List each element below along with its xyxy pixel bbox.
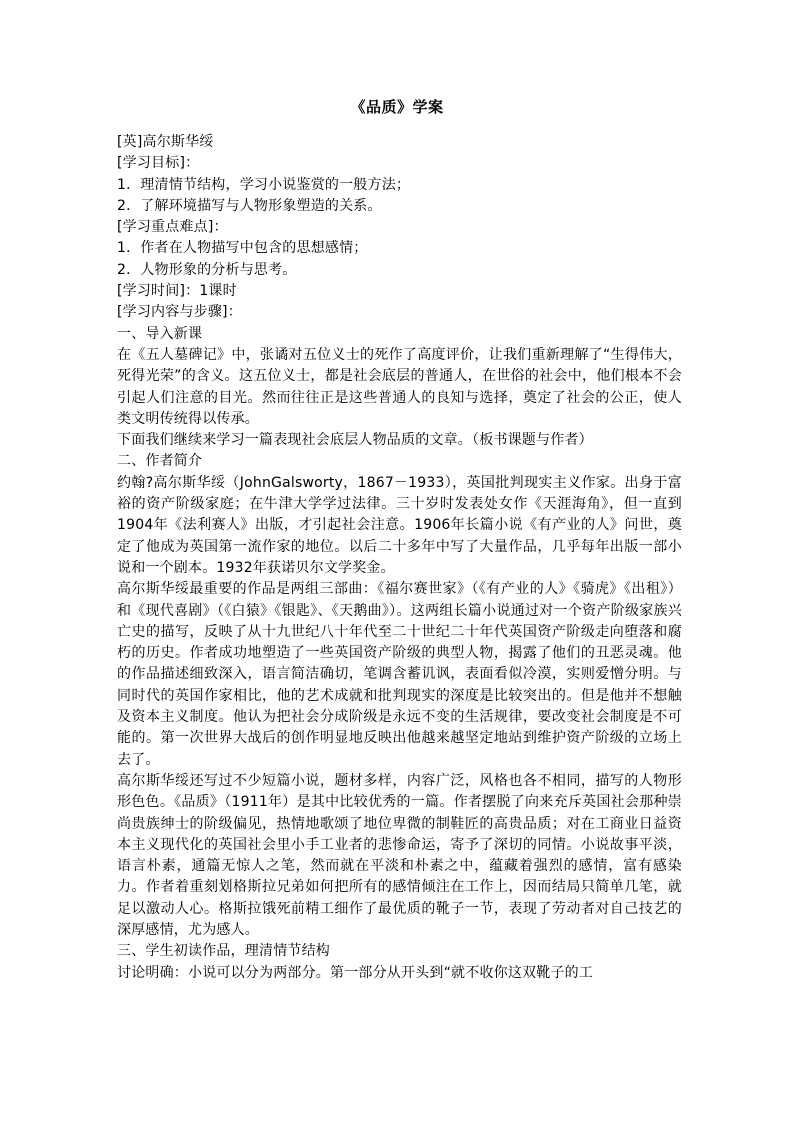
key-points-heading: [学习重点难点]： [117, 219, 228, 236]
study-time-line: [学习时间]：1课时 [117, 283, 237, 300]
discussion-paragraph: 讨论明确：小说可以分为两部分。第一部分从开头到“就不收你这双靴子的工 [117, 964, 594, 981]
section-heading-intro: 一、导入新课 [117, 325, 203, 342]
key-point-item: 1．作者在人物描写中包含的思想感情； [117, 240, 368, 257]
steps-heading: [学习内容与步骤]： [117, 304, 242, 321]
author-line: [英]高尔斯华绥 [117, 134, 214, 150]
goals-heading: [学习目标]： [117, 155, 200, 172]
intro-paragraph: 在《五人墓碑记》中，张谲对五位义士的死作了高度评价，让我们重新理解了“生得伟大，死得光荣”的含义。这五位义士，都是社会底层的普通人，在世俗的社会中，他们根本不会引起人们注意的目光。然而往往正是这些普通人的良知与选择，奠定了社会的公正，使人类文明传统得以传承。 [117, 346, 682, 427]
short-stories-paragraph: 高尔斯华绥还写过不少短篇小说，题材多样，内容广泛，风格也各不相同，描写的人物形形色色。《品质》（1911年）是其中比较优秀的一篇。作者摆脱了向来充斥英国社会那种崇尚贵族绅士的阶级偏见，热情地歌颂了地位卑微的制鞋匠的高贵品质；对在工商业日益资本主义现代化的英国社会里小手工业者的悲惨命运，寄予了深切的同情。小说故事平淡，语言朴素，通篇无惊人之笔，然而就在平淡和朴素之中，蕴藏着强烈的感情，富有感染力。作者着重刻划格斯拉兄弟如何把所有的感情倾注在工作上，因而结局只简单几笔，就足以激动人心。格斯拉饿死前精工细作了最优质的靴子一节，表现了劳动者对自己技艺的深厚感情，尤为感人。 [117, 772, 682, 938]
author-bio-paragraph: 约翰?高尔斯华绥（JohnGalsworty，1867－1933），英国批判现实主义作家。出身于富裕的资产阶级家庭；在牛津大学学过法律。三十岁时发表处女作《天涯海角》，但一直到1904年《法利赛人》出版，才引起社会注意。1906年长篇小说《有产业的人》问世，奠定了他成为英国第一流作家的地位。以后二十多年中写了大量作品，几乎每年出版一部小说和一个剧本。1932年获诺贝尔文学奖金。 [117, 474, 682, 576]
key-point-item: 2．人物形象的分析与思考。 [117, 261, 297, 278]
goal-item: 2．了解环境描写与人物形象塑造的关系。 [117, 197, 382, 214]
document-body [117, 132, 682, 984]
author-works-paragraph: 高尔斯华绥最重要的作品是两组三部曲：《福尔赛世家》（《有产业的人》《骑虎》《出租》）和《现代喜剧》（《白猿》《银匙》、《天鹅曲》）。这两组长篇小说通过对一个资产阶级家族兴亡史的描写，反映了从十九世纪八十年代至二十世纪二十年代英国资产阶级走向堕落和腐朽的历史。作者成功地塑造了一些英国资产阶级的典型人物，揭露了他们的丑恶灵魂。他的作品描述细致深入，语言简洁确切，笔调含蓄讥讽，表面看似冷漠，实则爱憎分明。与同时代的英国作家相比，他的艺术成就和批判现实的深度是比较突出的。但是他并不想触及资本主义制度。他认为把社会分成阶级是永远不变的生活规律，要改变社会制度是不可能的。第一次世界大战后的创作明显地反映出他越来越坚定地站到维护资产阶级的立场上去了。 [117, 581, 682, 768]
section-heading-author: 二、作者简介 [117, 453, 203, 470]
goal-item: 1．理清情节结构，学习小说鉴赏的一般方法； [117, 176, 411, 193]
section-heading-reading: 三、学生初读作品，理清情节结构 [117, 943, 330, 960]
intro-followup-paragraph: 下面我们继续来学习一篇表现社会底层人物品质的文章。（板书课题与作者） [117, 432, 593, 449]
document-title: 《品质》学案 [350, 98, 444, 116]
